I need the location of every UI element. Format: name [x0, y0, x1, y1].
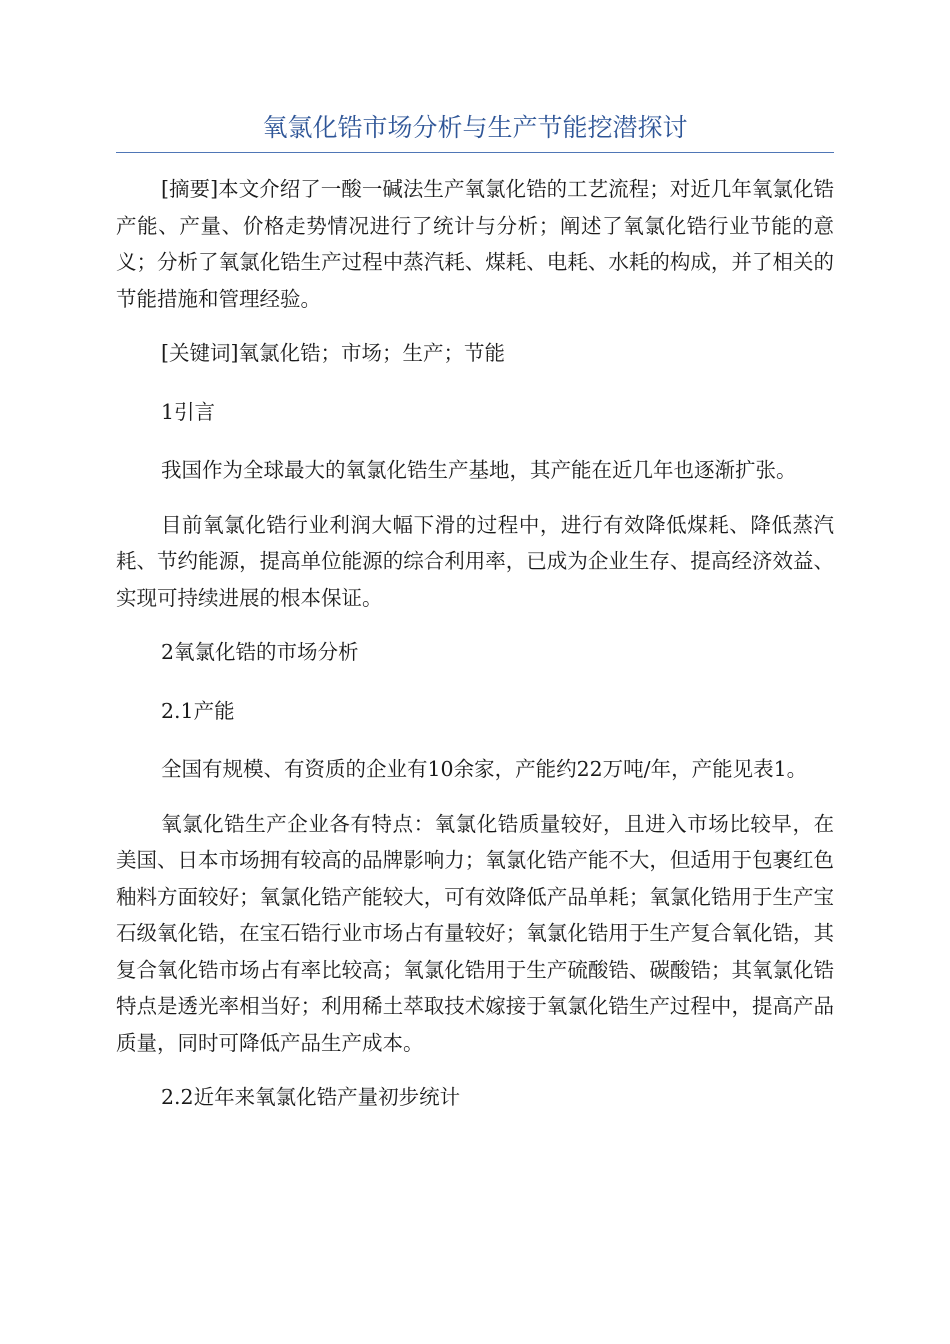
body-paragraph: 目前氧氯化锆行业利润大幅下滑的过程中，进行有效降低煤耗、降低蒸汽耗、节约能源，提高单位能源的综合利用率，已成为企业生存、提高经济效益、实现可持续进展的根本保证。 — [116, 512, 834, 610]
section-heading-introduction: 1引言 — [161, 399, 216, 424]
body-paragraph: 全国有规模、有资质的企业有10余家，产能约22万吨/年，产能见表1。 — [161, 757, 808, 781]
subsection-heading-capacity: 2.1产能 — [161, 698, 235, 723]
document-title: 氧氯化锆市场分析与生产节能挖潜探讨 — [262, 113, 688, 142]
body-paragraph: 氧氯化锆生产企业各有特点：氧氯化锆质量较好，且进入市场比较早，在美国、日本市场拥有较高的品牌影响力；氧氯化锆产能不大，但适用于包裹红色釉料方面较好；氧氯化锆产能较大，可有效降低产品单耗；氧氯化锆用于生产宝石级氧化锆，在宝石锆行业市场占有量较好；氧氯化锆用于生产复合氧化锆，其复合氧化锆市场占有率比较高；氧氯化锆用于生产硫酸锆、碳酸锆；其氧氯化锆特点是透光率相当好；利用稀土萃取技术嫁接于氧氯化锆生产过程中，提高产品质量，同时可降低产品生产成本。 — [116, 811, 834, 1055]
section-heading-market-analysis: 2氧氯化锆的市场分析 — [161, 640, 359, 664]
title-underline — [116, 152, 834, 153]
abstract-paragraph: [摘要]本文介绍了一酸一碱法生产氧氯化锆的工艺流程；对近几年氧氯化锆产能、产量、价格走势情况进行了统计与分析；阐述了氧氯化锆行业节能的意义；分析了氧氯化锆生产过程中蒸汽耗、煤耗、电耗、水耗的构成，并了相关的节能措施和管理经验。 — [116, 177, 834, 311]
document-page — [116, 108, 834, 1138]
subsection-heading-output-statistics: 2.2近年来氧氯化锆产量初步统计 — [161, 1085, 461, 1109]
body-paragraph: 我国作为全球最大的氧氯化锆生产基地，其产能在近几年也逐渐扩张。 — [161, 458, 797, 482]
keywords-paragraph: [关键词]氧氯化锆；市场；生产；节能 — [161, 341, 505, 365]
